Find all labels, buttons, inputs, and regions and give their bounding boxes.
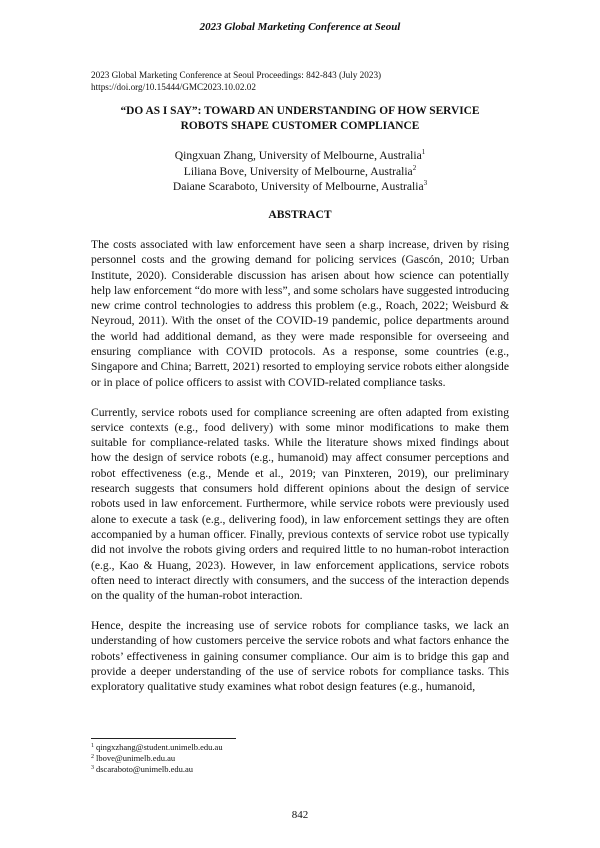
footnote-3-mark: 3 [91,765,94,771]
title-line-1: “DO AS I SAY”: TOWARD AN UNDERSTANDING OF HOW SERVICE [120,105,480,117]
author-3-footnote-mark: 3 [423,179,428,187]
title-line-2: ROBOTS SHAPE CUSTOMER COMPLIANCE [180,120,420,132]
footnote-3-email: dscaraboto@unimelb.edu.au [96,764,194,774]
footnote-1-mark: 1 [91,743,94,749]
author-3-affiliation: Daiane Scaraboto, University of Melbourne, Australia [172,180,424,193]
author-1-affiliation: Qingxuan Zhang, University of Melbourne, Australia [174,149,422,162]
abstract-paragraph-3: Hence, despite the increasing use of service robots for compliance tasks, we lack an understanding of how customers perceive the service robots and what factors enhance the robots’ effectiveness in gaining consumer compliance. Our aim is to bridge this gap and provide a deeper understanding of the use of service robots for compliance tasks. This exploratory qualitative study examines what robot design features (e.g., humanoid, [91,619,509,694]
paper-title [0,104,600,134]
footnotes [91,742,223,775]
running-header: 2023 Global Marketing Conference at Seoul [199,21,401,33]
footnote-divider [91,738,236,739]
page-number: 842 [291,809,309,821]
footnote-2-email: lbove@unimelb.edu.au [96,753,176,763]
proceedings-citation: 2023 Global Marketing Conference at Seoul Proceedings: 842-843 (July 2023) [91,70,382,80]
abstract-paragraph-2: Currently, service robots used for compliance screening are often adapted from existing service contexts (e.g., food delivery) with some minor modifications to make them suitable for compliance-related tasks. While the literature shows mixed findings about how the design of service robots (e.g., humanoid) may affect consumer perceptions and robot effectiveness (e.g., Mende et al., 2019; van Pinxteren, 2019), our preliminary research suggests that consumers hold different opinions about the design of service robots used in law enforcement. Furthermore, while service robots were previously used alone to execute a task (e.g., delivering food), in law enforcement settings they are often accompanied by a human officer. Finally, previous contexts of service robot use typically did not involve the robots giving orders and required little to no human-robot interaction (e.g., Kao & Huang, 2023). However, in law enforcement applications, service robots often need to interact directly with consumers, and the success of the interaction depends on the quality of the human-robot interaction. [91,405,509,603]
author-1 [0,148,600,164]
abstract-heading: ABSTRACT [268,208,332,221]
author-1-footnote-mark: 1 [421,148,426,156]
author-2-affiliation: Liliana Bove, University of Melbourne, Australia [183,164,413,178]
footnote-1-email: qingxzhang@student.unimelb.edu.au [96,742,223,752]
abstract-paragraph-1: The costs associated with law enforcement have seen a sharp increase, driven by rising personnel costs and the growing demand for policing services (Gascón, 2010; Urban Institute, 2020). Considerable discussion has arisen about how science can potentially help law enforcement “do more with less”, and some scholars have suggested introducing new crime control technologies to address this problem (e.g., Roach, 2022; Weisburd & Neyroud, 2011). With the onset of the COVID-19 pandemic, police departments around the world had additional demand, as they were made responsible for overseeing and ensuring compliance with COVID protocols. As a response, some countries (e.g., Singapore and China; Barrett, 2021) resorted to employing service robots either alongside or in place of police officers to assist with COVID-related compliance tasks. [91,238,509,389]
proceedings-info [91,70,381,93]
footnote-2 [91,753,223,764]
author-3 [0,179,600,195]
author-2-footnote-mark: 2 [412,163,417,172]
footnote-1 [91,742,223,753]
footnote-3 [91,764,223,775]
footnote-2-mark: 2 [91,754,94,760]
abstract-body [91,237,509,709]
author-2 [0,164,600,180]
doi-link[interactable]: https://doi.org/10.15444/GMC2023.10.02.02 [91,81,256,92]
author-list [0,148,600,195]
